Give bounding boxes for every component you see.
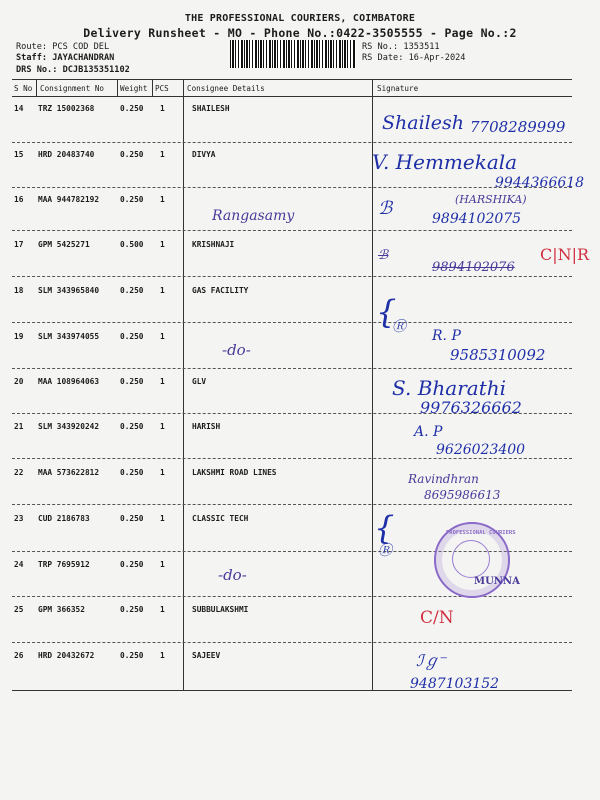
runsheet-subtitle: Delivery Runsheet - MO - Phone No.:0422-3505555 - Page No.:2 bbox=[83, 26, 517, 40]
row-sno: 21 bbox=[14, 422, 24, 431]
signature-loop: Ⓡ bbox=[392, 319, 406, 335]
row-consignee: LAKSHMI ROAD LINES bbox=[192, 468, 277, 477]
signature-brace: { bbox=[376, 293, 397, 331]
row-weight: 0.250 bbox=[120, 332, 144, 341]
row-consignment: MAA 944782192 bbox=[38, 195, 100, 204]
row-pcs: 1 bbox=[160, 651, 165, 660]
col-divider bbox=[183, 79, 184, 691]
drs-number: DRS No.: DCJB135351102 bbox=[16, 65, 130, 75]
signature-ap: A. P bbox=[414, 424, 443, 440]
table-header-border bbox=[12, 96, 572, 97]
signature-mark: ℬ bbox=[378, 198, 393, 219]
row-sno: 16 bbox=[14, 195, 24, 204]
row-weight: 0.250 bbox=[120, 422, 144, 431]
row-consignment: SLM 343920242 bbox=[38, 422, 100, 431]
handwritten-phone-struck: 9894102076 bbox=[432, 260, 515, 275]
handwritten-consignee-rangasamy: Rangasamy bbox=[212, 208, 295, 224]
signature-bharathi: S. Bharathi bbox=[392, 376, 507, 400]
ditto-mark: -do- bbox=[222, 341, 251, 359]
handwritten-phone: 7708289999 bbox=[470, 118, 566, 136]
signature-brace: { bbox=[374, 509, 395, 547]
ditto-mark: -do- bbox=[218, 566, 247, 584]
row-consignment: HRD 20432672 bbox=[38, 651, 95, 660]
rs-date: RS Date: 16-Apr-2024 bbox=[362, 53, 466, 63]
row-divider bbox=[12, 276, 572, 277]
staff-label: Staff: JAYACHANDRAN bbox=[16, 53, 115, 63]
row-consignee: CLASSIC TECH bbox=[192, 514, 249, 523]
row-divider bbox=[12, 596, 572, 597]
row-pcs: 1 bbox=[160, 560, 165, 569]
row-weight: 0.250 bbox=[120, 286, 144, 295]
courier-stamp-inner bbox=[452, 540, 490, 578]
col-divider bbox=[152, 79, 153, 96]
signature-rp: R. P bbox=[432, 328, 461, 344]
row-sno: 17 bbox=[14, 240, 24, 249]
row-sno: 25 bbox=[14, 605, 24, 614]
row-pcs: 1 bbox=[160, 514, 165, 523]
table-top-border bbox=[12, 79, 572, 80]
row-consignment: MAA 573622812 bbox=[38, 468, 100, 477]
row-consignment: GPM 5425271 bbox=[38, 240, 90, 249]
handwritten-harshika: (HARSHIKA) bbox=[455, 193, 527, 206]
row-sno: 23 bbox=[14, 514, 24, 523]
col-divider bbox=[117, 79, 118, 96]
row-sno: 20 bbox=[14, 377, 24, 386]
col-divider bbox=[36, 79, 37, 96]
row-consignment: GPM 366352 bbox=[38, 605, 85, 614]
row-sno: 15 bbox=[14, 150, 24, 159]
row-weight: 0.250 bbox=[120, 195, 144, 204]
row-divider bbox=[12, 230, 572, 231]
row-pcs: 1 bbox=[160, 286, 165, 295]
cnr-note: C|N|R bbox=[540, 245, 590, 264]
col-header-consignment: Consignment No bbox=[40, 84, 105, 93]
row-consignment: SLM 343974055 bbox=[38, 332, 100, 341]
row-pcs: 1 bbox=[160, 150, 165, 159]
row-pcs: 1 bbox=[160, 195, 165, 204]
row-weight: 0.500 bbox=[120, 240, 144, 249]
handwritten-phone: 9626023400 bbox=[436, 442, 526, 458]
row-consignment: SLM 343965840 bbox=[38, 286, 100, 295]
row-sno: 14 bbox=[14, 104, 24, 113]
row-consignment: CUD 2186783 bbox=[38, 514, 90, 523]
row-sno: 26 bbox=[14, 651, 24, 660]
handwritten-phone: 8695986613 bbox=[424, 488, 501, 502]
signature-ravindhran: Ravindhran bbox=[408, 472, 479, 486]
signature-hemmekala: V. Hemmekala bbox=[372, 150, 518, 174]
col-header-sno: S No bbox=[14, 84, 33, 93]
cn-note: C/N bbox=[420, 608, 454, 628]
signature-struck: ℬ bbox=[378, 248, 389, 263]
row-sno: 22 bbox=[14, 468, 24, 477]
handwritten-phone: 9487103152 bbox=[410, 676, 500, 692]
row-consignee: SUBBULAKSHMI bbox=[192, 605, 249, 614]
row-pcs: 1 bbox=[160, 377, 165, 386]
row-weight: 0.250 bbox=[120, 104, 144, 113]
row-weight: 0.250 bbox=[120, 605, 144, 614]
row-pcs: 1 bbox=[160, 422, 165, 431]
row-weight: 0.250 bbox=[120, 468, 144, 477]
row-consignee: GAS FACILITY bbox=[192, 286, 249, 295]
handwritten-phone: 9976326662 bbox=[420, 398, 522, 417]
col-header-consignee: Consignee Details bbox=[187, 84, 265, 93]
row-pcs: 1 bbox=[160, 468, 165, 477]
row-consignee: HARISH bbox=[192, 422, 221, 431]
row-pcs: 1 bbox=[160, 104, 165, 113]
row-divider bbox=[12, 322, 572, 323]
row-divider bbox=[12, 368, 572, 369]
row-consignment: TRP 7695912 bbox=[38, 560, 90, 569]
row-consignment: HRD 20483740 bbox=[38, 150, 95, 159]
row-divider bbox=[12, 458, 572, 459]
handwritten-phone: 9585310092 bbox=[450, 346, 546, 364]
row-pcs: 1 bbox=[160, 332, 165, 341]
row-consignee: SHAILESH bbox=[192, 104, 230, 113]
row-sno: 19 bbox=[14, 332, 24, 341]
col-header-pcs: PCS bbox=[155, 84, 169, 93]
row-divider bbox=[12, 642, 572, 643]
row-divider bbox=[12, 504, 572, 505]
row-pcs: 1 bbox=[160, 240, 165, 249]
company-title: THE PROFESSIONAL COURIERS, COIMBATORE bbox=[184, 13, 416, 24]
row-sno: 18 bbox=[14, 286, 24, 295]
row-sno: 24 bbox=[14, 560, 24, 569]
col-header-signature: Signature bbox=[377, 84, 419, 93]
col-header-weight: Weight bbox=[120, 84, 148, 93]
row-consignee: SAJEEV bbox=[192, 651, 221, 660]
row-consignee: DIVYA bbox=[192, 150, 216, 159]
row-pcs: 1 bbox=[160, 605, 165, 614]
signature-scribble: ℐℊ⁻ bbox=[416, 651, 448, 670]
signature-loop: Ⓡ bbox=[378, 543, 392, 559]
handwritten-phone: 9894102075 bbox=[432, 211, 522, 227]
row-divider bbox=[12, 187, 572, 188]
row-weight: 0.250 bbox=[120, 560, 144, 569]
stamp-signature: MUNNA bbox=[474, 576, 520, 587]
barcode bbox=[230, 40, 356, 68]
row-consignee: GLV bbox=[192, 377, 207, 386]
signature-shailesh: Shailesh bbox=[382, 112, 464, 134]
row-weight: 0.250 bbox=[120, 651, 144, 660]
row-divider bbox=[12, 142, 572, 143]
row-weight: 0.250 bbox=[120, 377, 144, 386]
row-weight: 0.250 bbox=[120, 150, 144, 159]
row-consignment: TRZ 15002368 bbox=[38, 104, 95, 113]
row-consignee: KRISHNAJI bbox=[192, 240, 235, 249]
rs-number: RS No.: 1353511 bbox=[362, 42, 440, 52]
route-label: Route: PCS COD DEL bbox=[16, 42, 110, 52]
stamp-text: PROFESSIONAL COURIERS bbox=[446, 530, 516, 536]
row-weight: 0.250 bbox=[120, 514, 144, 523]
row-consignment: MAA 108964063 bbox=[38, 377, 100, 386]
handwritten-phone: 9944366618 bbox=[495, 175, 585, 191]
